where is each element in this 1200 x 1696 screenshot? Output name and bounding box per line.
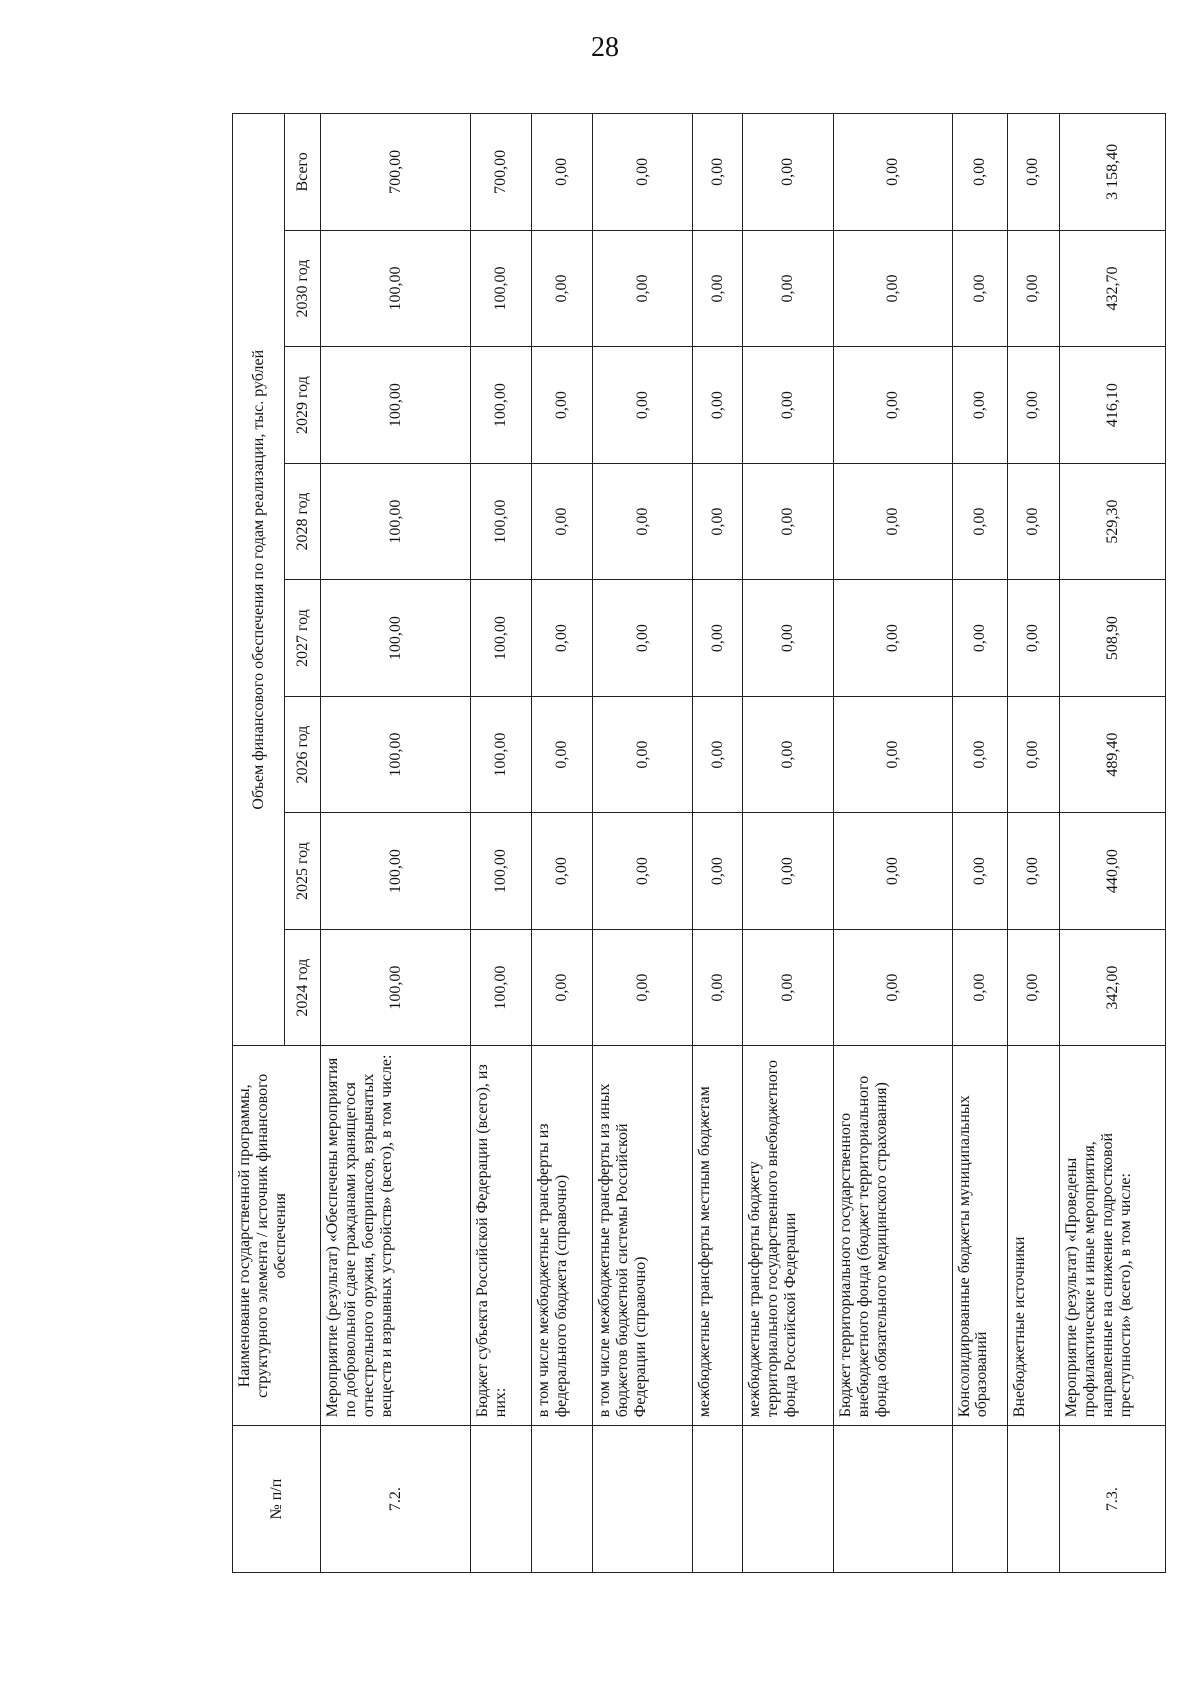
year-header: 2030 год: [285, 230, 321, 347]
table-row: [532, 114, 593, 1573]
value-cell: 0,00: [532, 230, 593, 347]
value-cell: 0,00: [834, 230, 952, 347]
total-cell: 3 158,40: [1060, 114, 1166, 231]
row-number: [593, 1426, 692, 1573]
value-cell: 0,00: [593, 580, 692, 697]
row-number: 7.3.: [1060, 1426, 1166, 1573]
value-cell: 0,00: [1007, 696, 1060, 813]
value-cell: 100,00: [321, 230, 471, 347]
year-header: 2025 год: [285, 813, 321, 930]
value-cell: 0,00: [952, 230, 1007, 347]
value-cell: 0,00: [593, 696, 692, 813]
table-row: [743, 114, 834, 1573]
table-row: [470, 114, 531, 1573]
value-cell: 0,00: [692, 230, 743, 347]
row-number: [743, 1426, 834, 1573]
value-cell: 100,00: [321, 696, 471, 813]
value-cell: 0,00: [1007, 813, 1060, 930]
value-cell: 0,00: [593, 929, 692, 1046]
value-cell: 529,30: [1060, 463, 1166, 580]
value-cell: 100,00: [470, 463, 531, 580]
financing-table: [232, 113, 1166, 1573]
value-cell: 0,00: [834, 463, 952, 580]
value-cell: 0,00: [743, 347, 834, 464]
row-number: [470, 1426, 531, 1573]
value-cell: 0,00: [532, 696, 593, 813]
year-header: 2027 год: [285, 580, 321, 697]
value-cell: 0,00: [593, 463, 692, 580]
value-cell: 0,00: [952, 463, 1007, 580]
value-cell: 0,00: [952, 929, 1007, 1046]
row-number: [532, 1426, 593, 1573]
value-cell: 0,00: [1007, 347, 1060, 464]
table-row: [952, 114, 1007, 1573]
value-cell: 0,00: [532, 813, 593, 930]
value-cell: 100,00: [470, 230, 531, 347]
total-cell: 0,00: [532, 114, 593, 231]
value-cell: 0,00: [952, 696, 1007, 813]
value-cell: 100,00: [321, 813, 471, 930]
value-cell: 0,00: [692, 347, 743, 464]
value-cell: 0,00: [834, 347, 952, 464]
value-cell: 0,00: [834, 696, 952, 813]
value-cell: 0,00: [593, 347, 692, 464]
value-cell: 0,00: [593, 813, 692, 930]
value-cell: 0,00: [834, 929, 952, 1046]
table-row: [321, 114, 471, 1573]
value-cell: 0,00: [532, 580, 593, 697]
total-cell: 0,00: [692, 114, 743, 231]
total-cell: 0,00: [952, 114, 1007, 231]
row-name: Мероприятие (результат) «Обеспечены мероприятия по добровольной сдаче гражданами хранящегося огнестрельного оружия, боеприпасов, взрывчатых веществ и взрывных устройств» (всего), в том числе:: [321, 1046, 471, 1426]
total-cell: 700,00: [470, 114, 531, 231]
row-number: [692, 1426, 743, 1573]
row-name: Бюджет территориального государственного внебюджетного фонда (бюджет территориального фонда обязательного медицинского страхования): [834, 1046, 952, 1426]
value-cell: 0,00: [743, 813, 834, 930]
year-header: 2028 год: [285, 463, 321, 580]
value-cell: 0,00: [593, 230, 692, 347]
row-name: межбюджетные трансферты бюджету территориального государственного внебюджетного фонда Российской Федерации: [743, 1046, 834, 1426]
row-name: в том числе межбюджетные трансферты из иных бюджетов бюджетной системы Российской Федерации (справочно): [593, 1046, 692, 1426]
table-row: [1060, 114, 1166, 1573]
value-cell: 0,00: [952, 580, 1007, 697]
value-cell: 342,00: [1060, 929, 1166, 1046]
row-name: в том числе межбюджетные трансферты из федерального бюджета (справочно): [532, 1046, 593, 1426]
year-header: 2024 год: [285, 929, 321, 1046]
number-header: № п/п: [233, 1426, 321, 1573]
table-row: [692, 114, 743, 1573]
value-cell: 0,00: [532, 929, 593, 1046]
value-cell: 0,00: [834, 813, 952, 930]
value-cell: 0,00: [952, 813, 1007, 930]
value-cell: 489,40: [1060, 696, 1166, 813]
value-cell: 100,00: [470, 580, 531, 697]
value-cell: 0,00: [1007, 463, 1060, 580]
year-header: 2029 год: [285, 347, 321, 464]
total-cell: 0,00: [743, 114, 834, 231]
value-cell: 0,00: [743, 696, 834, 813]
row-number: [952, 1426, 1007, 1573]
value-cell: 100,00: [470, 813, 531, 930]
total-cell: 0,00: [593, 114, 692, 231]
row-name: межбюджетные трансферты местным бюджетам: [692, 1046, 743, 1426]
value-cell: 0,00: [692, 813, 743, 930]
value-cell: 0,00: [952, 347, 1007, 464]
value-cell: 100,00: [321, 463, 471, 580]
name-header: Наименование государственной программы, структурного элемента / источник финансового обеспечения: [233, 1046, 321, 1426]
value-cell: 0,00: [1007, 230, 1060, 347]
total-cell: 0,00: [834, 114, 952, 231]
value-cell: 0,00: [692, 463, 743, 580]
value-cell: 0,00: [692, 696, 743, 813]
value-cell: 100,00: [470, 696, 531, 813]
row-name: Бюджет субъекта Российской Федерации (всего), из них:: [470, 1046, 531, 1426]
value-cell: 0,00: [532, 463, 593, 580]
table-row: [593, 114, 692, 1573]
row-number: 7.2.: [321, 1426, 471, 1573]
row-name: Мероприятие (результат) «Проведены профилактические и иные мероприятия, направленные на снижение подростковой преступности» (всего), в том числе:: [1060, 1046, 1166, 1426]
value-cell: 0,00: [1007, 580, 1060, 697]
value-cell: 0,00: [743, 230, 834, 347]
table-row: [1007, 114, 1060, 1573]
row-name: Внебюджетные источники: [1007, 1046, 1060, 1426]
page-number: 28: [591, 32, 619, 63]
total-cell: 700,00: [321, 114, 471, 231]
header-row-top: [233, 114, 285, 1573]
year-header: 2026 год: [285, 696, 321, 813]
value-cell: 416,10: [1060, 347, 1166, 464]
value-cell: 0,00: [743, 580, 834, 697]
value-cell: 100,00: [321, 580, 471, 697]
volume-header: Объем финансового обеспечения по годам реализации, тыс. рублей: [233, 114, 285, 1046]
value-cell: 0,00: [1007, 929, 1060, 1046]
table-row: [834, 114, 952, 1573]
total-header: Всего: [285, 114, 321, 231]
row-name: Консолидированные бюджеты муниципальных образований: [952, 1046, 1007, 1426]
value-cell: 100,00: [470, 347, 531, 464]
value-cell: 508,90: [1060, 580, 1166, 697]
row-number: [1007, 1426, 1060, 1573]
value-cell: 0,00: [692, 580, 743, 697]
value-cell: 0,00: [834, 580, 952, 697]
value-cell: 100,00: [470, 929, 531, 1046]
value-cell: 0,00: [743, 463, 834, 580]
row-number: [834, 1426, 952, 1573]
value-cell: 0,00: [743, 929, 834, 1046]
rotated-table-container: [232, 113, 1166, 1573]
value-cell: 0,00: [692, 929, 743, 1046]
value-cell: 0,00: [532, 347, 593, 464]
value-cell: 100,00: [321, 929, 471, 1046]
value-cell: 440,00: [1060, 813, 1166, 930]
value-cell: 432,70: [1060, 230, 1166, 347]
total-cell: 0,00: [1007, 114, 1060, 231]
value-cell: 100,00: [321, 347, 471, 464]
